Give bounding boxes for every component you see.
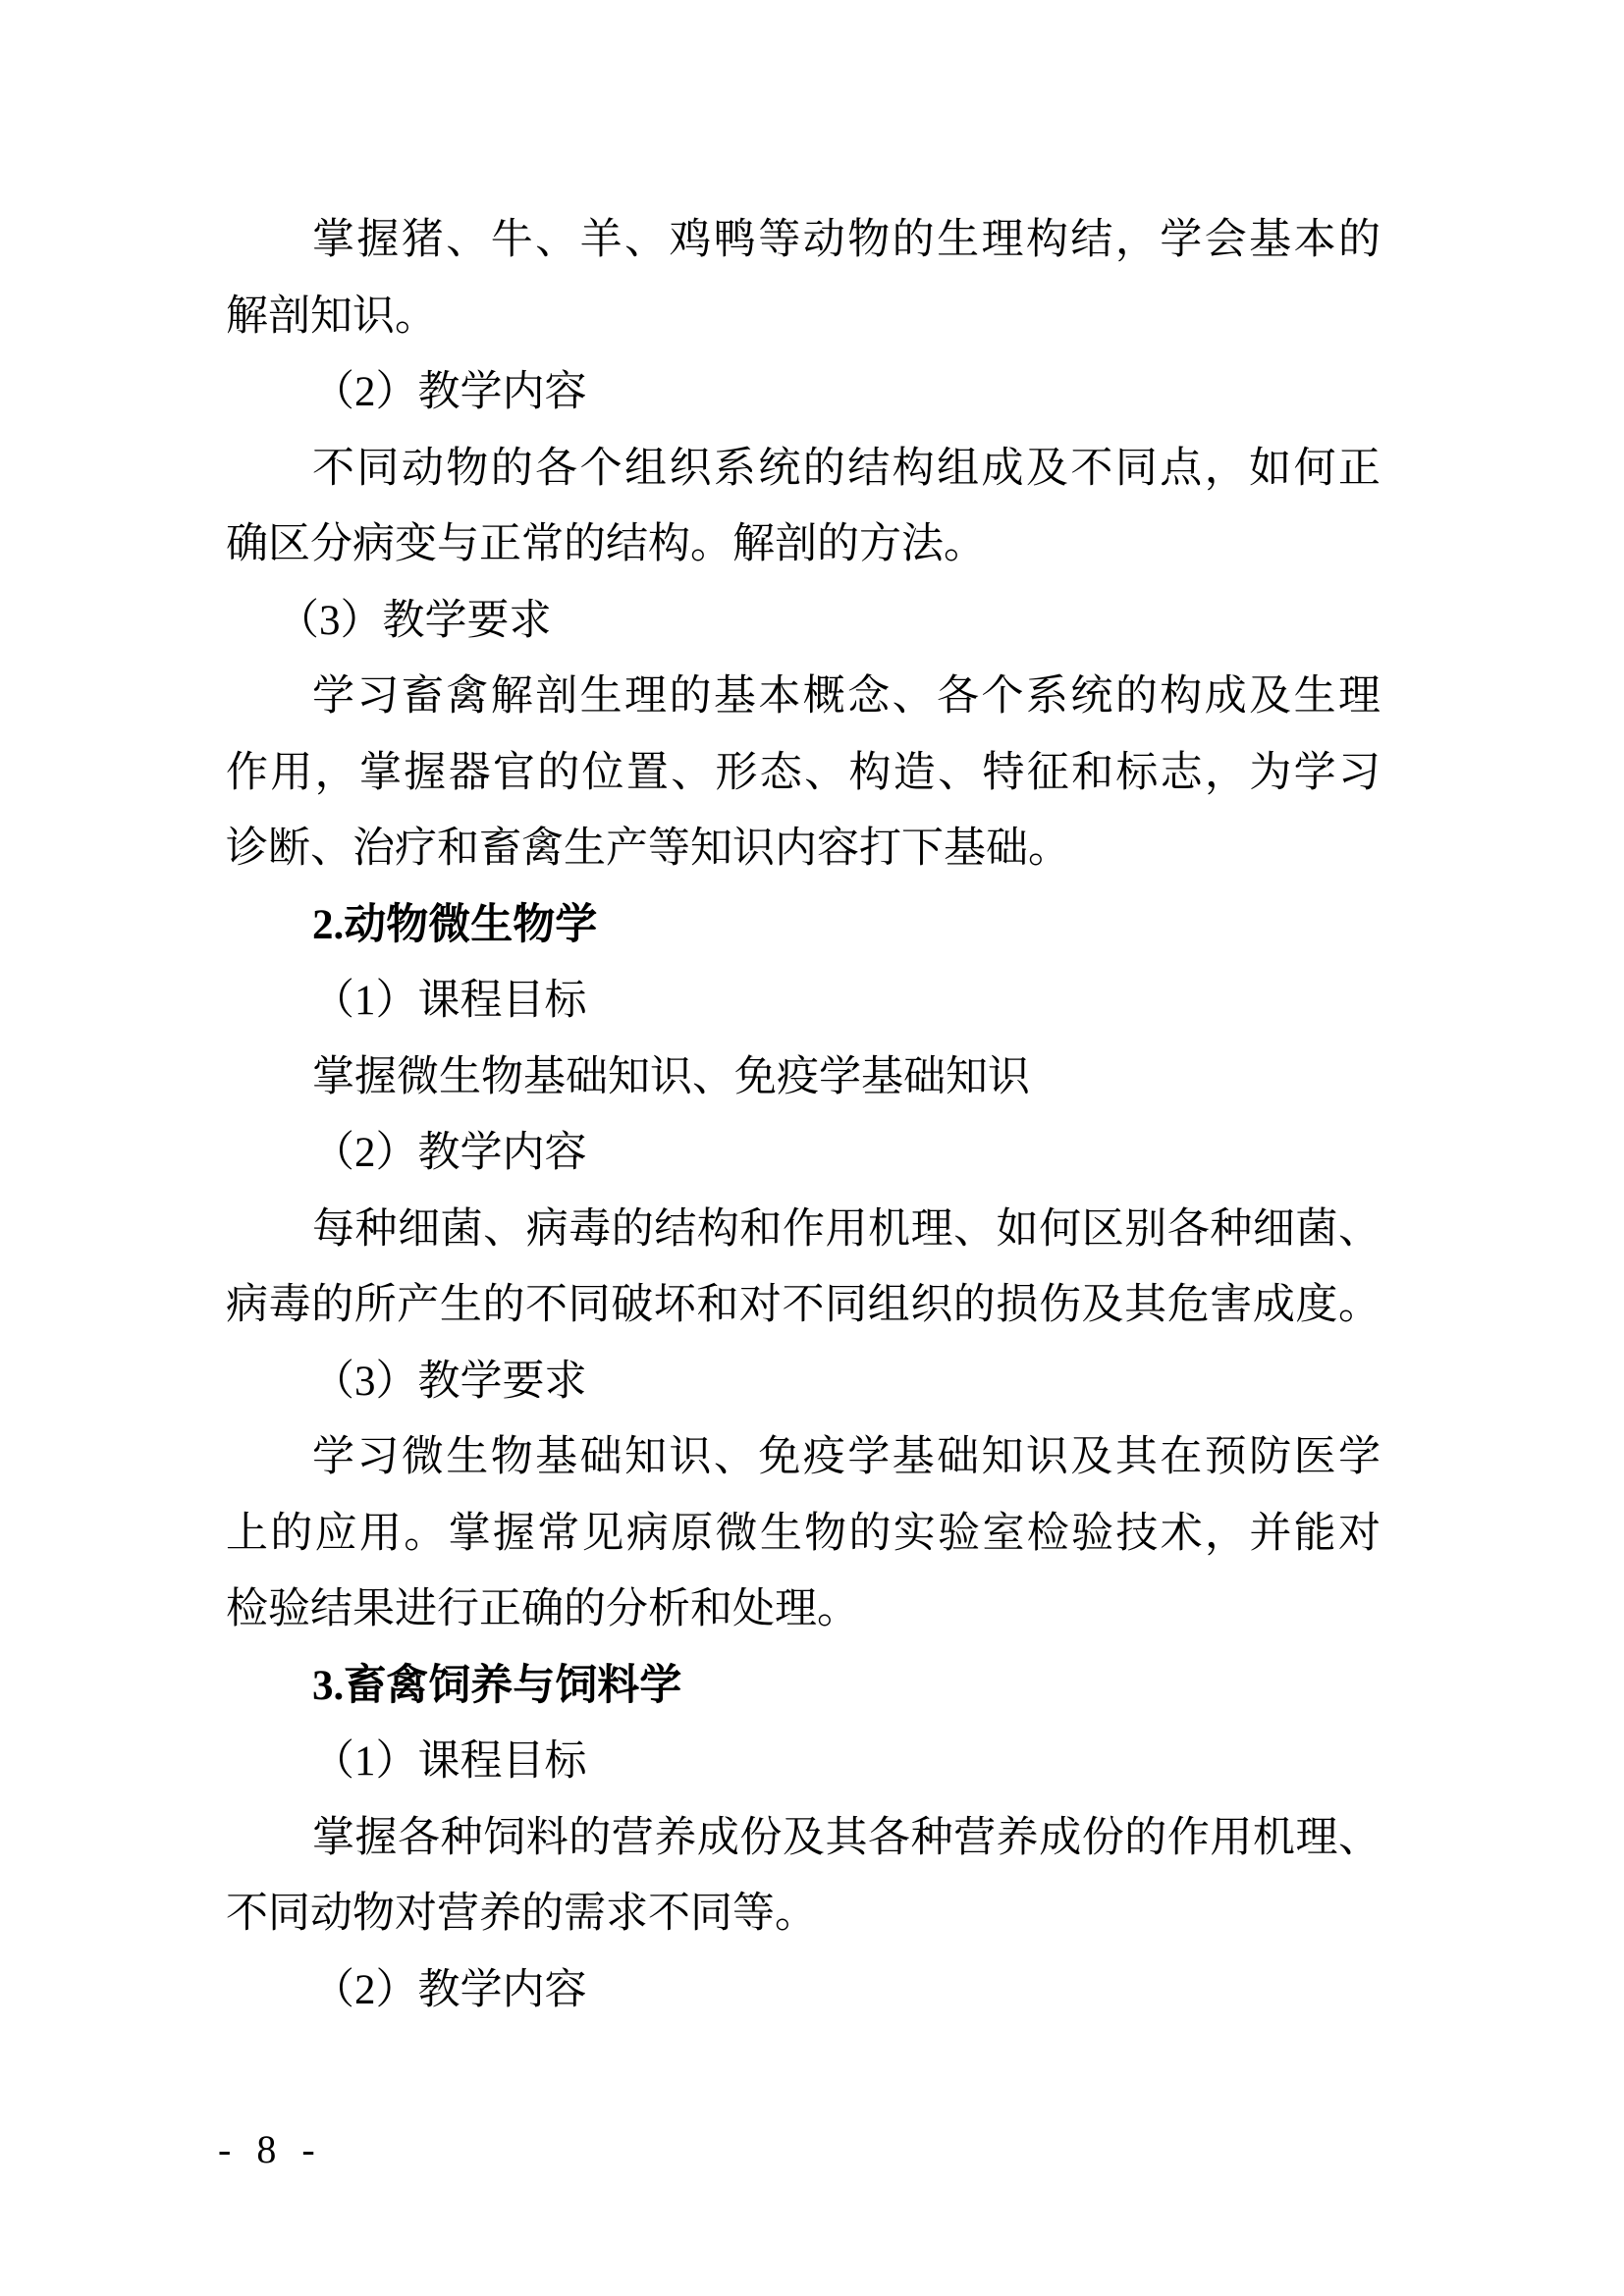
document-text-block	[226, 202, 1380, 2028]
body-line: 掌握微生物基础知识、免疫学基础知识	[312, 1053, 1030, 1100]
section-heading: （1）课程目标	[312, 1738, 587, 1785]
section-heading: （1）课程目标	[312, 978, 587, 1024]
section-heading: （3）教学要求	[277, 597, 552, 644]
body-line: 学习畜禽解剖生理的基本概念、各个系统的构成及生理	[312, 673, 1380, 720]
course-title: 3.畜禽饲养与饲料学	[312, 1662, 682, 1709]
body-line: 检验结果进行正确的分析和处理。	[226, 1586, 859, 1632]
body-line: 掌握各种饲料的营养成份及其各种营养成份的作用机理、	[312, 1814, 1380, 1861]
section-heading: （2）教学内容	[312, 1966, 587, 2013]
body-line: 不同动物的各个组织系统的结构组成及不同点，如何正	[312, 445, 1380, 492]
body-line: 病毒的所产生的不同破坏和对不同组织的损伤及其危害成度。	[226, 1282, 1380, 1328]
body-line: 解剖知识。	[226, 293, 437, 340]
body-line: 确区分病变与正常的结构。解剖的方法。	[226, 521, 986, 567]
body-line: 不同动物对营养的需求不同等。	[226, 1891, 817, 1937]
section-heading: （3）教学要求	[312, 1358, 587, 1405]
body-line: 诊断、治疗和畜禽生产等知识内容打下基础。	[226, 826, 1070, 872]
body-line: 学习微生物基础知识、免疫学基础知识及其在预防医学	[312, 1434, 1380, 1480]
body-line: 每种细菌、病毒的结构和作用机理、如何区别各种细菌、	[312, 1205, 1380, 1253]
body-line: 作用，掌握器官的位置、形态、构造、特征和标志，为学习	[226, 749, 1380, 796]
course-title: 2.动物微生物学	[312, 901, 598, 948]
section-heading: （2）教学内容	[312, 369, 587, 415]
body-line: 上的应用。掌握常见病原微生物的实验室检验技术，并能对	[226, 1510, 1380, 1557]
section-heading: （2）教学内容	[312, 1130, 587, 1176]
page-number: - 8 -	[218, 2127, 323, 2171]
body-line: 掌握猪、牛、羊、鸡鸭等动物的生理构结，学会基本的	[312, 217, 1380, 263]
